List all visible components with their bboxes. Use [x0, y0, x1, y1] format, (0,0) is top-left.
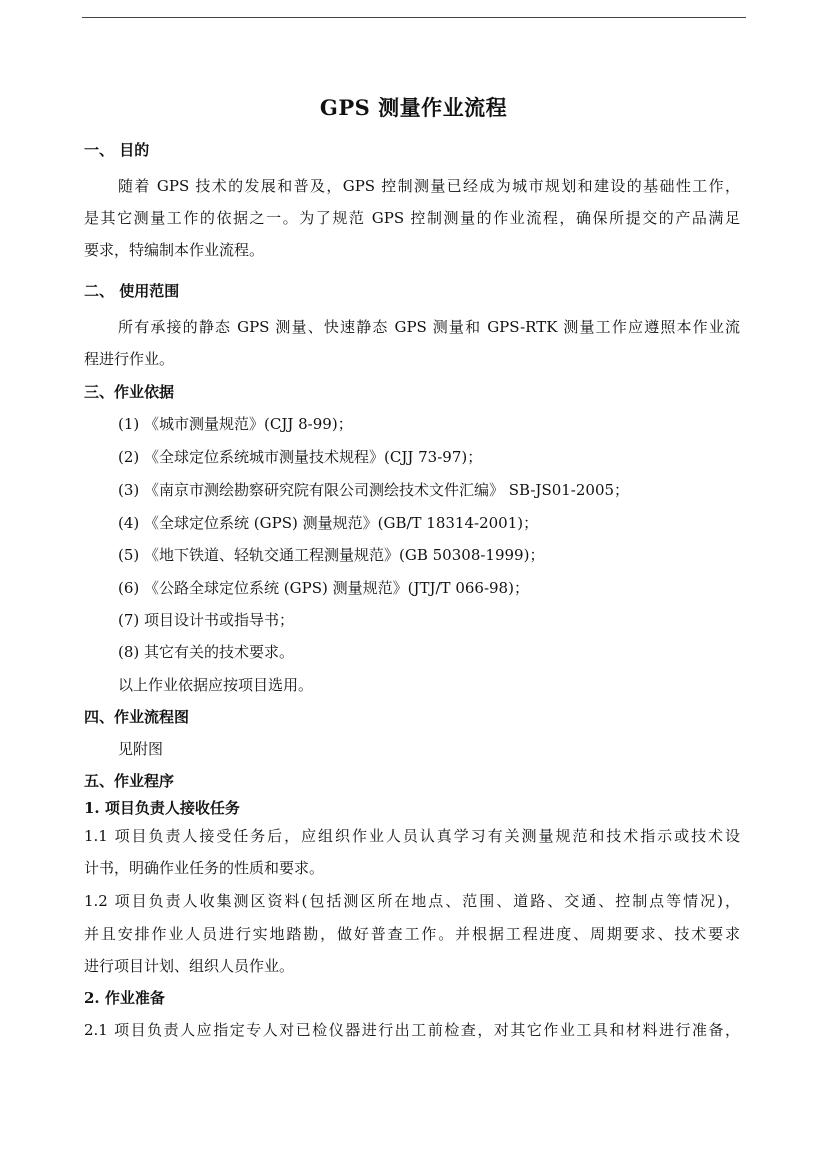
paragraph-line: 2.1 项目负责人应指定专人对已检仪器进行出工前检查，对其它作业工具和材料进行准备，	[84, 1021, 740, 1039]
paragraph-line: 进行项目计划、组织人员作业。	[84, 957, 295, 975]
subsection-heading: 1. 项目负责人接收任务	[84, 799, 240, 817]
basis-note: 以上作业依据应按项目选用。	[118, 676, 314, 694]
paragraph-line: 程进行作业。	[84, 350, 175, 368]
paragraph-line: 1.1 项目负责人接受任务后，应组织作业人员认真学习有关测量规范和技术指示或技术设	[84, 827, 740, 845]
flowchart-reference: 见附图	[118, 740, 164, 758]
list-item: (5) 《地下铁道、轻轨交通工程测量规范》(GB 50308-1999)；	[118, 546, 545, 564]
section-heading-flowchart: 四、作业流程图	[84, 708, 190, 726]
paragraph-line: 要求，特编制本作业流程。	[84, 241, 265, 259]
paragraph-line: 计书，明确作业任务的性质和要求。	[84, 859, 325, 877]
list-item: (1) 《城市测量规范》(CJJ 8-99)；	[118, 415, 353, 433]
list-item: (8) 其它有关的技术要求。	[118, 643, 295, 661]
list-item: (4) 《全球定位系统 (GPS) 测量规范》(GB/T 18314-2001)；	[118, 514, 539, 532]
document-title: GPS 测量作业流程	[319, 95, 508, 120]
paragraph-line: 并且安排作业人员进行实地踏勘，做好普查工作。并根据工程进度、周期要求、技术要求	[84, 925, 740, 943]
section-heading-basis: 三、作业依据	[84, 383, 175, 401]
subsection-heading: 2. 作业准备	[84, 989, 165, 1007]
paragraph-line: 随着 GPS 技术的发展和普及，GPS 控制测量已经成为城市规划和建设的基础性工作，	[118, 177, 740, 195]
list-item: (2) 《全球定位系统城市测量技术规程》(CJJ 73-97)；	[118, 448, 483, 466]
section-heading-purpose: 一、 目的	[84, 141, 150, 159]
section-heading-procedure: 五、作业程序	[84, 772, 175, 790]
header-rule	[82, 17, 746, 18]
list-item: (6) 《公路全球定位系统 (GPS) 测量规范》(JTJ/T 066-98)；	[118, 579, 529, 597]
section-heading-scope: 二、 使用范围	[84, 282, 180, 300]
list-item: (7) 项目设计书或指导书；	[118, 611, 295, 629]
paragraph-line: 所有承接的静态 GPS 测量、快速静态 GPS 测量和 GPS-RTK 测量工作应遵照本作业流	[118, 318, 740, 336]
paragraph-line: 是其它测量工作的依据之一。为了规范 GPS 控制测量的作业流程，确保所提交的产品满足	[84, 209, 740, 227]
list-item: (3) 《南京市测绘勘察研究院有限公司测绘技术文件汇编》 SB-JS01-2005；	[118, 481, 630, 499]
paragraph-line: 1.2 项目负责人收集测区资料(包括测区所在地点、范围、道路、交通、控制点等情况)，	[84, 892, 740, 910]
